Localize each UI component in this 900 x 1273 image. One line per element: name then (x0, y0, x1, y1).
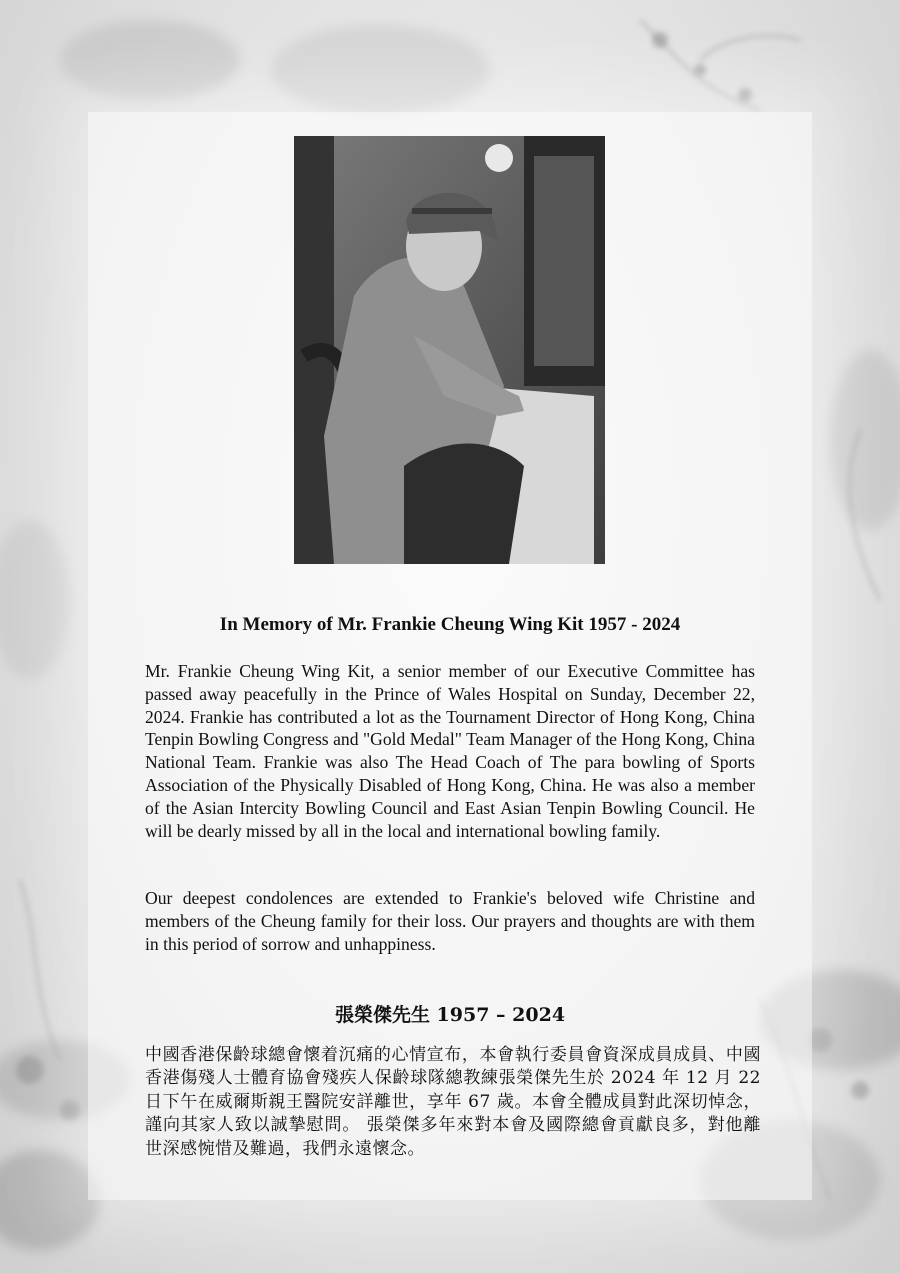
tribute-paragraph: Mr. Frankie Cheung Wing Kit, a senior member of our Executive Committee has passed away peacefully in the Prince of Wales Hospital on Sunday, December 22, 2024. Frankie has contributed a lot as the Tournament Director of Hong Kong, China Tenpin Bowling Congress and "Gold Medal" Team Manager of the Hong Kong, China National Team. Frankie was also The Head Coach of The para bowling of Sports Association of the Physically Disabled of Hong Kong, China. He was also a member of the Asian Intercity Bowling Council and East Asian Tenpin Bowling Council. He will be dearly missed by all in the local and international bowling family. (145, 661, 755, 841)
memorial-photo (294, 136, 605, 564)
memorial-title: In Memory of Mr. Frankie Cheung Wing Kit 1957 - 2024 (219, 614, 681, 635)
condolences-paragraph: Our deepest condolences are extended to Frankie's beloved wife Christine and members of the Cheung family for their loss. Our prayers and thoughts are with them in this period of sorrow and unhappiness. (145, 888, 755, 954)
chinese-title: 張榮傑先生 1957 – 2024 (334, 1004, 566, 1026)
chinese-paragraph: 中國香港保齡球總會懷着沉痛的心情宣布，本會執行委員會資深成員成員、中國香港傷殘人士體育協會殘疾人保齡球隊總教練張榮傑先生於 2024 年 12 月 22 日下午在威爾斯親王醫院安詳離世，享年 67 歲。本會全體成員對此深切悼念，謹向其家人致以誠摯慰問。 張榮傑多年來對本會及國際總會貢獻良多，對他離世深感惋惜及難過，我們永遠懷念。 (145, 1045, 761, 1159)
